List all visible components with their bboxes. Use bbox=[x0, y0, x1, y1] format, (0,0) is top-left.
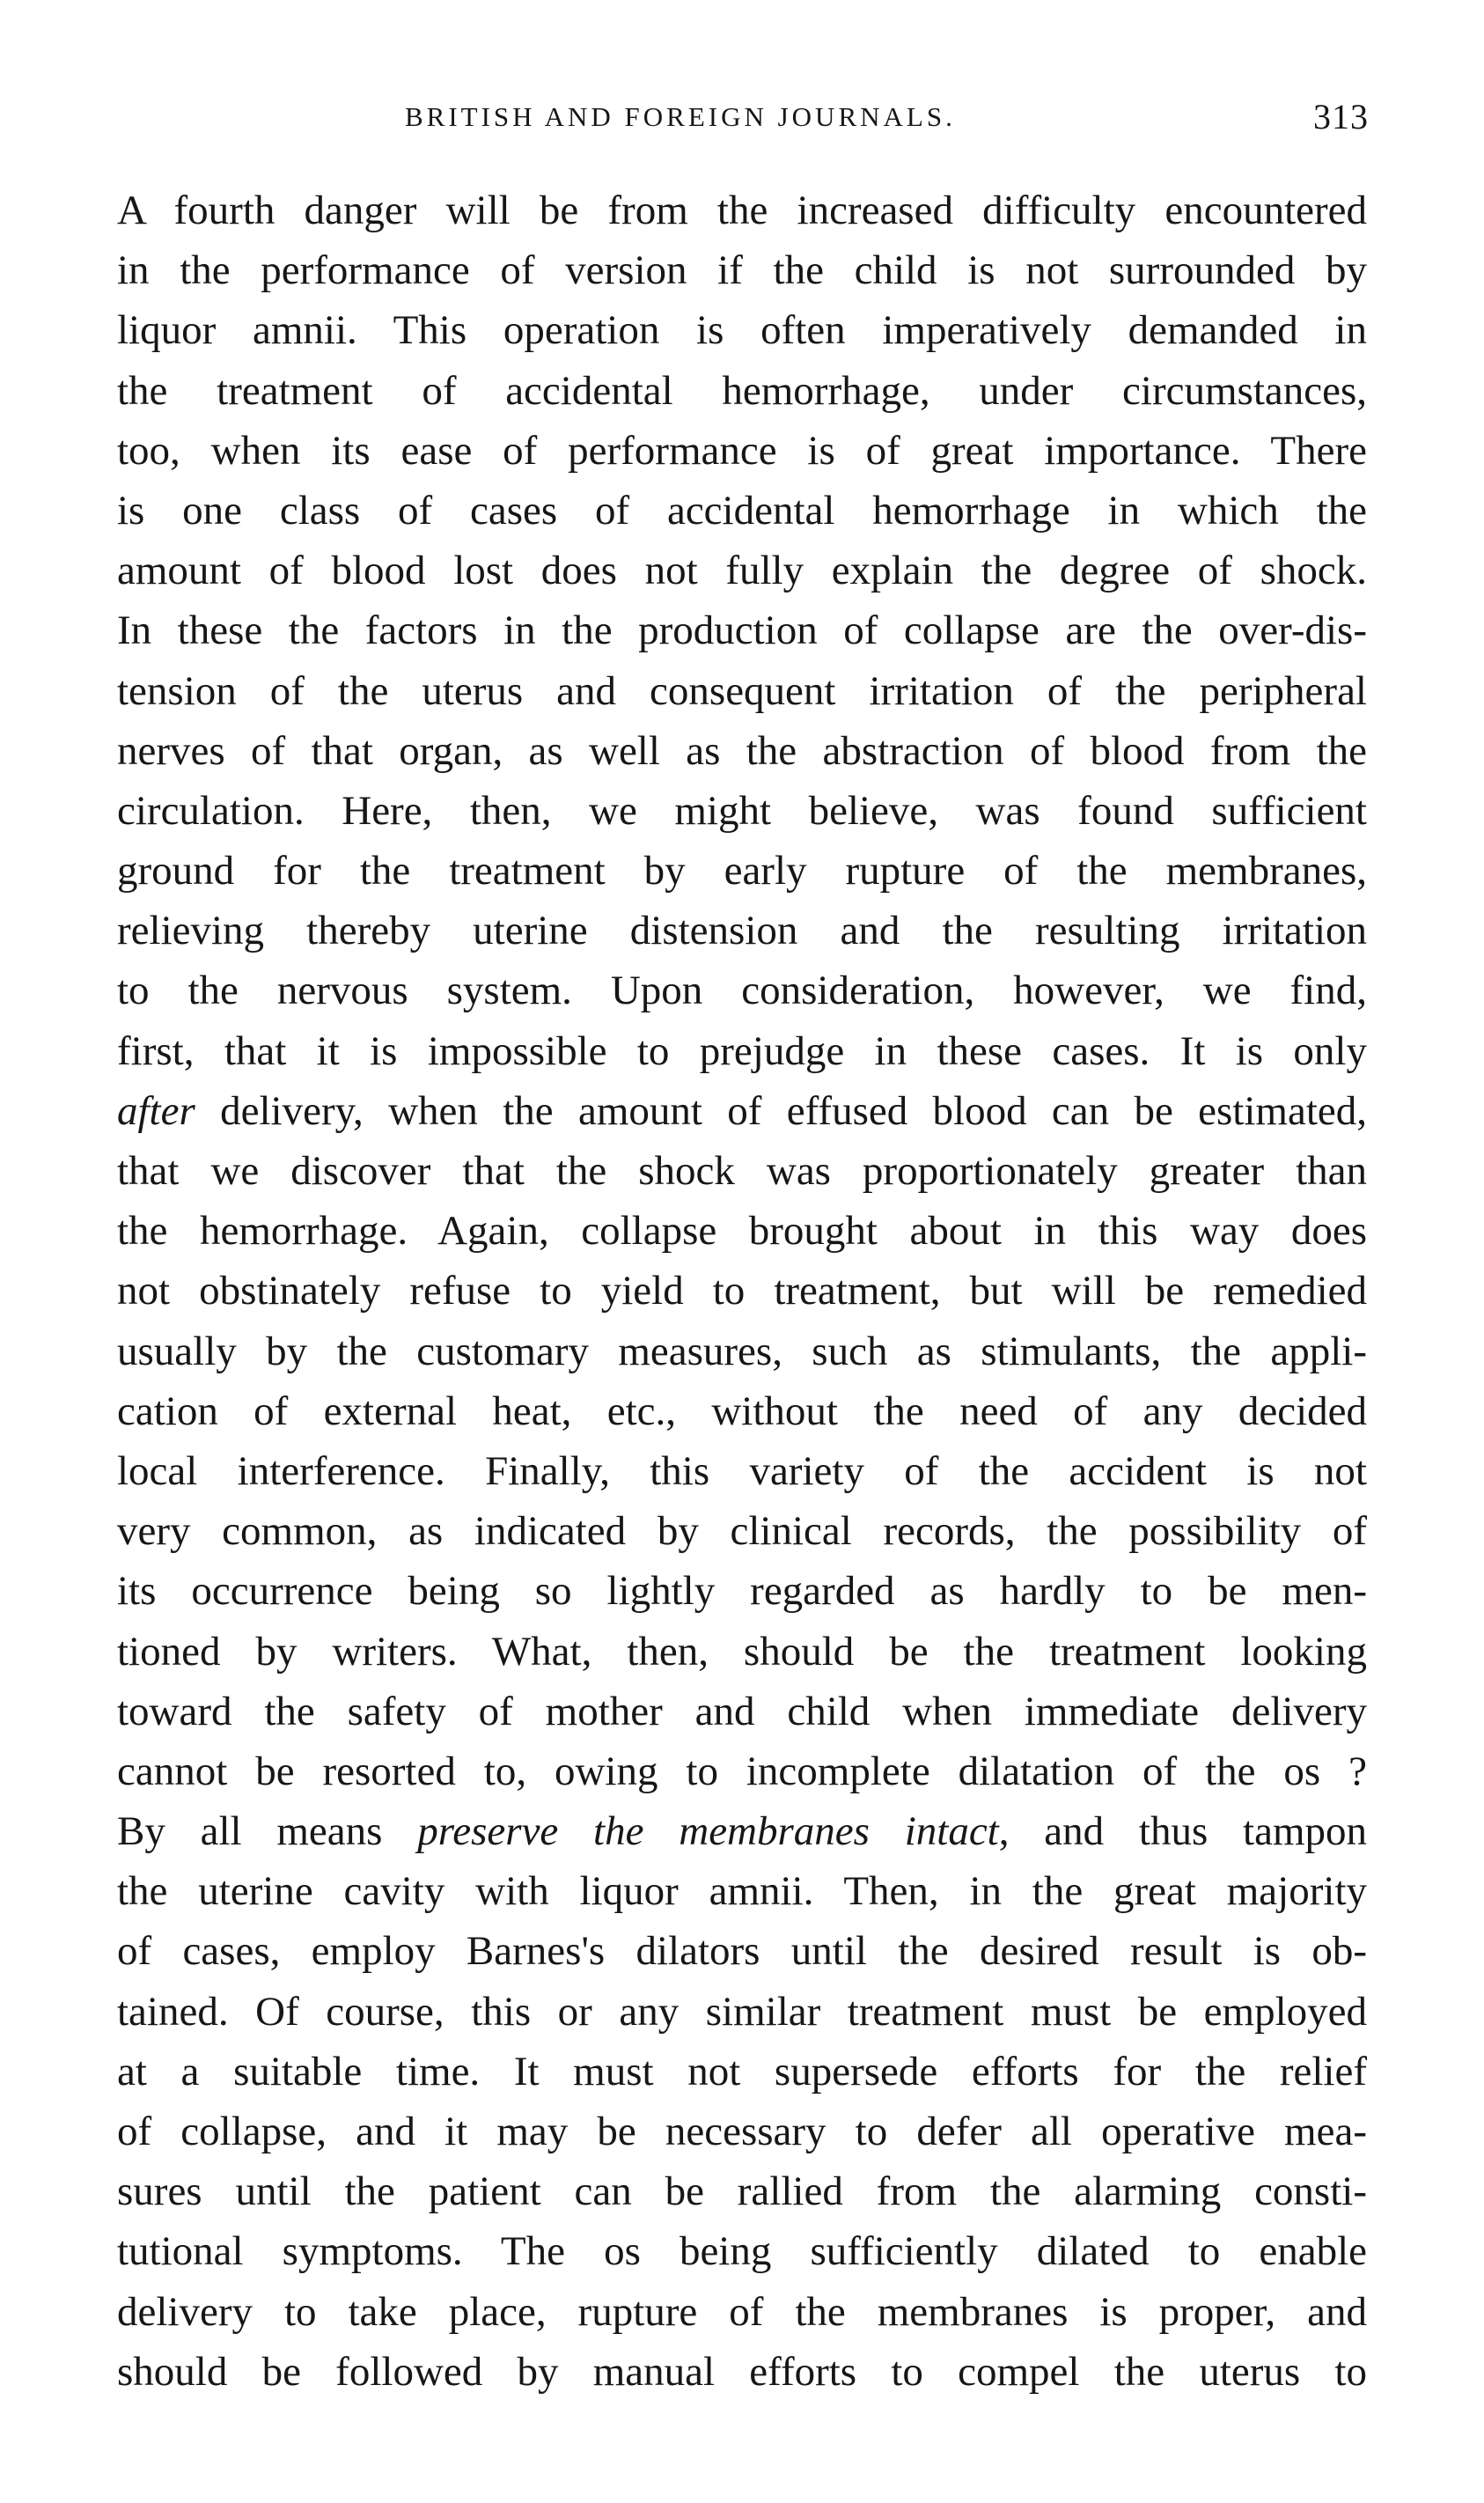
text-line: the hemorrhage. Again, collapse brought about in this way does bbox=[117, 1208, 1367, 1255]
text-line: liquor amnii. This operation is often imperatively demanded in bbox=[117, 307, 1367, 354]
text-line: very common, as indicated by clinical records, the possibility of bbox=[117, 1508, 1367, 1555]
text-line: A fourth danger will be from the increased difficulty encountered bbox=[117, 188, 1367, 233]
body-text bbox=[117, 180, 1367, 2402]
text-line: at a suitable time. It must not supersede efforts for the relief bbox=[117, 2048, 1367, 2094]
text-line: is one class of cases of accidental hemorrhage in which the bbox=[117, 487, 1367, 534]
running-title: BRITISH AND FOREIGN JOURNALS. bbox=[405, 101, 956, 132]
text-line: cannot be resorted to, owing to incomplete dilatation of the os ? bbox=[117, 1748, 1367, 1794]
running-head bbox=[114, 95, 1369, 139]
text-line: that we discover that the shock was proportionately greater than bbox=[117, 1148, 1367, 1194]
text-line: too, when its ease of performance is of great importance. There bbox=[117, 427, 1367, 474]
text-line: tioned by writers. What, then, should be the treatment looking bbox=[117, 1628, 1367, 1675]
text-line: tension of the uterus and consequent irritation of the peripheral bbox=[117, 667, 1367, 714]
text-line: to the nervous system. Upon consideration, however, we find, bbox=[117, 968, 1367, 1014]
text-span: , and thus tampon bbox=[998, 1808, 1367, 1855]
text-line: should be followed by manual efforts to compel the uterus to bbox=[117, 2348, 1367, 2395]
text-line: In these the factors in the production of collapse are the over-dis- bbox=[117, 607, 1367, 654]
text-line: ground for the treatment by early rupture of the membranes, bbox=[117, 848, 1367, 894]
text-line: tutional symptoms. The os being sufficiently dilated to enable bbox=[117, 2228, 1367, 2275]
text-line: usually by the customary measures, such as stimulants, the appli- bbox=[117, 1328, 1367, 1374]
text-line: circulation. Here, then, we might believe, was found sufficient bbox=[117, 787, 1367, 834]
italic-phrase: preserve the membranes intact bbox=[417, 1808, 999, 1855]
text-line: nerves of that organ, as well as the abstraction of blood from the bbox=[117, 727, 1367, 774]
text-line: first, that it is impossible to prejudge in these cases. It is only bbox=[117, 1027, 1367, 1074]
text-span: By all means bbox=[117, 1808, 418, 1855]
text-line: toward the safety of mother and child when immediate delivery bbox=[117, 1688, 1367, 1734]
text-line: the treatment of accidental hemorrhage, under circumstances, bbox=[117, 367, 1367, 414]
text-line: in the performance of version if the child is not surrounded by bbox=[117, 247, 1367, 294]
text-line bbox=[117, 1801, 1367, 1861]
text-line: of collapse, and it may be necessary to defer all operative mea- bbox=[117, 2109, 1367, 2154]
text-line: cation of external heat, etc., without the need of any decided bbox=[117, 1388, 1367, 1434]
text-line: sures until the patient can be rallied from the alarming consti- bbox=[117, 2168, 1367, 2215]
text-line bbox=[117, 1081, 1367, 1141]
text-line: delivery to take place, rupture of the membranes is proper, and bbox=[117, 2288, 1367, 2335]
page-number: 313 bbox=[1313, 97, 1369, 136]
text-line: the uterine cavity with liquor amnii. Then, in the great majority bbox=[117, 1868, 1367, 1915]
italic-word: after bbox=[117, 1087, 195, 1134]
text-line: not obstinately refuse to yield to treatment, but will be remedied bbox=[117, 1268, 1367, 1314]
text-line: its occurrence being so lightly regarded as hardly to be men- bbox=[117, 1568, 1367, 1615]
text-line: relieving thereby uterine distension and the resulting irritation bbox=[117, 908, 1367, 954]
text-line: of cases, employ Barnes's dilators until the desired result is ob- bbox=[117, 1928, 1367, 1975]
text-line: local interference. Finally, this variety of the accident is not bbox=[117, 1447, 1367, 1494]
text-line: tained. Of course, this or any similar treatment must be employed bbox=[117, 1988, 1367, 2035]
text-span: delivery, when the amount of effused blood can be estimated, bbox=[195, 1087, 1367, 1134]
text-line: amount of blood lost does not fully explain the degree of shock. bbox=[117, 548, 1367, 594]
